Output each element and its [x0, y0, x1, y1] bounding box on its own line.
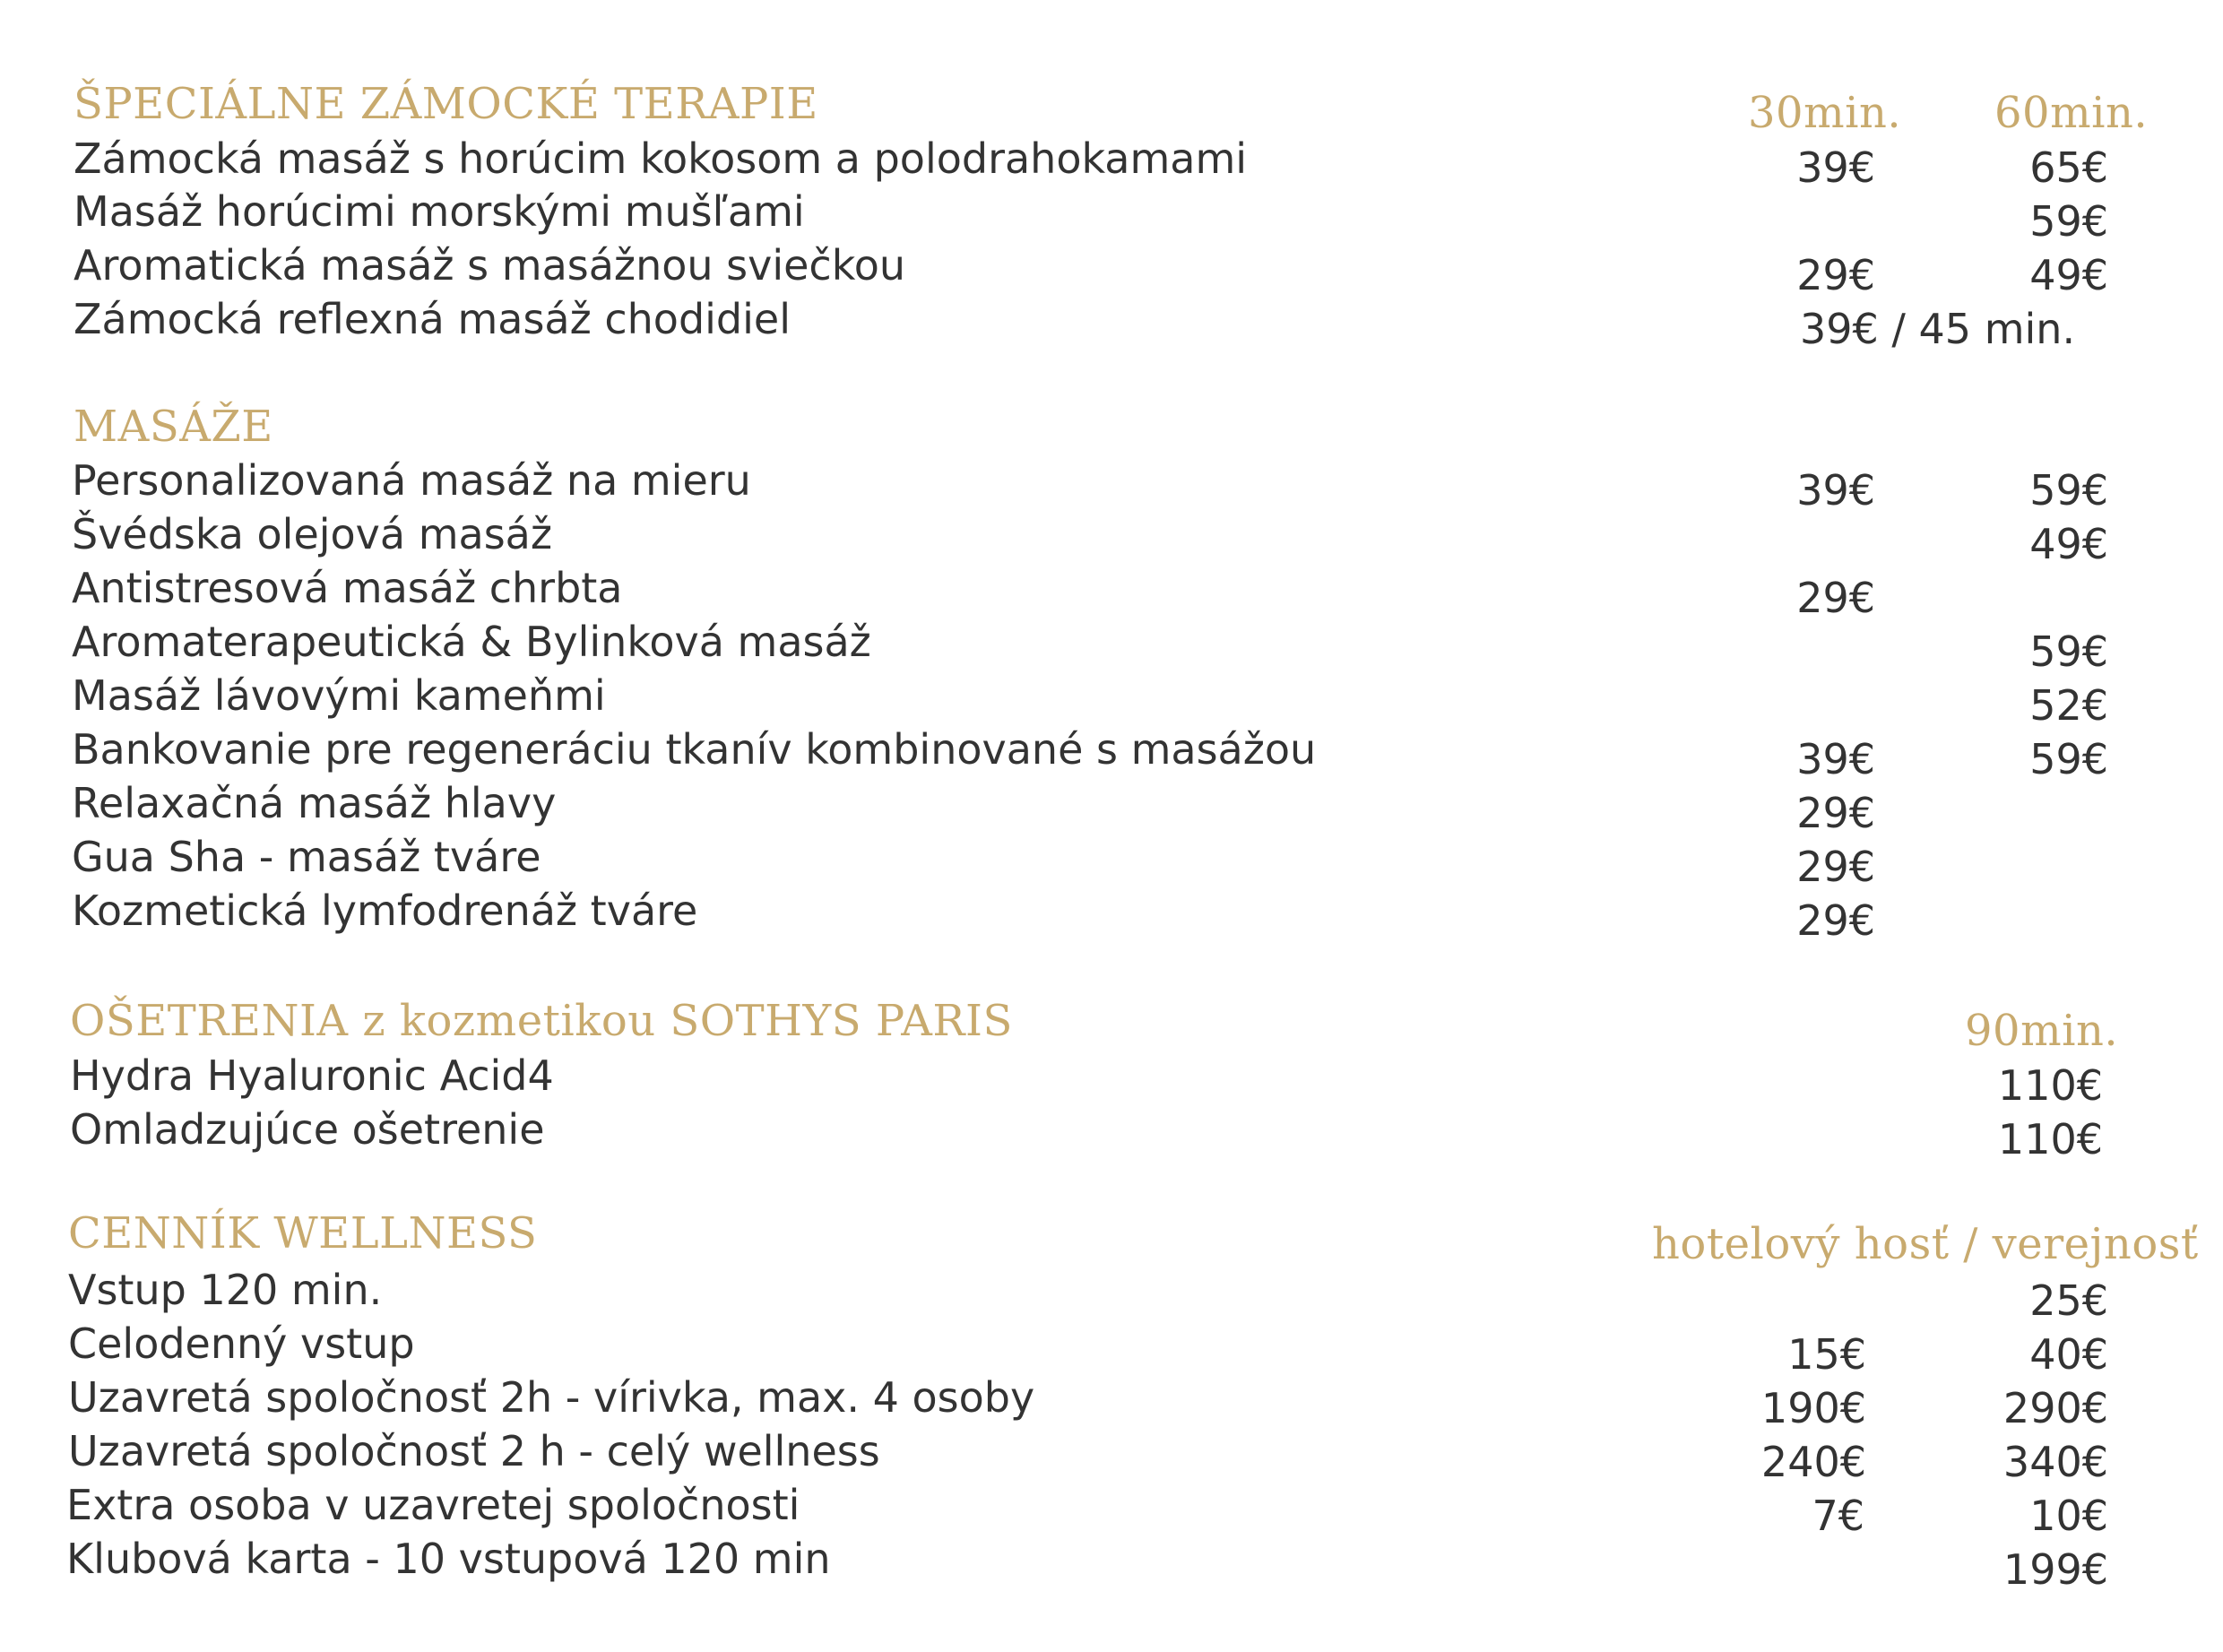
price-public: 290€: [2002, 1384, 2108, 1432]
price-60: 65€: [2029, 143, 2108, 192]
price-guest: 15€: [1787, 1330, 1866, 1379]
price-guest: 240€: [1760, 1438, 1866, 1486]
price-60: 49€: [2029, 251, 2108, 299]
list-item-name: Masáž horúcimi morskými mušľami: [74, 187, 805, 236]
price-public: 40€: [2029, 1330, 2108, 1379]
col-30min-header: 30min.: [1748, 88, 1902, 138]
list-item-name: Uzavretá spoločnosť 2h - vírivka, max. 4 osoby: [68, 1373, 1035, 1422]
col-guest-public-header: hotelový hosť / verejnosť: [1652, 1219, 2199, 1269]
list-item-name: Aromatická masáž s masážnou sviečkou: [74, 241, 905, 290]
price-30: 39€: [1796, 735, 1875, 783]
list-item-name: Bankovanie pre regeneráciu tkanív kombinované s masážou: [72, 725, 1317, 774]
price-30: 29€: [1796, 251, 1875, 299]
list-item-name: Zámocká masáž s horúcim kokosom a polodrahokamami: [74, 134, 1248, 183]
price-guest: 7€: [1812, 1492, 1864, 1540]
list-item-name: Uzavretá spoločnosť 2 h - celý wellness: [68, 1427, 880, 1475]
price-90: 110€: [1997, 1061, 2103, 1110]
col-60min-header: 60min.: [1994, 88, 2149, 138]
list-item-name: Masáž lávovými kameňmi: [72, 671, 606, 720]
list-item-name: Vstup 120 min.: [68, 1266, 383, 1314]
price-30: 39€: [1796, 466, 1875, 515]
price-60: 59€: [2029, 197, 2108, 246]
list-item-name: Omladzujúce ošetrenie: [70, 1105, 545, 1154]
list-item-name: Kozmetická lymfodrenáž tváre: [72, 887, 698, 935]
list-item-name: Celodenný vstup: [68, 1319, 415, 1368]
price-public: 199€: [2002, 1545, 2108, 1594]
list-item-name: Zámocká reflexná masáž chodidiel: [74, 295, 791, 343]
price-guest: 190€: [1760, 1384, 1866, 1432]
list-item-name: Relaxačná masáž hlavy: [72, 779, 557, 827]
section-heading-massages: MASÁŽE: [74, 402, 273, 452]
section-heading-special: ŠPECIÁLNE ZÁMOCKÉ TERAPIE: [74, 79, 818, 129]
list-item-name: Švédska olejová masáž: [72, 510, 553, 558]
price-30: 29€: [1796, 843, 1875, 891]
price-60: 52€: [2029, 681, 2108, 730]
list-item-name: Aromaterapeutická & Bylinková masáž: [72, 618, 871, 666]
section-heading-treatments: OŠETRENIA z kozmetikou SOTHYS PARIS: [70, 996, 1013, 1046]
price-60: 59€: [2029, 627, 2108, 676]
price-30: 29€: [1796, 574, 1875, 622]
list-item-name: Extra osoba v uzavretej spoločnosti: [66, 1481, 800, 1529]
price-30: 39€: [1796, 143, 1875, 192]
price-public: 25€: [2029, 1276, 2108, 1325]
list-item-name: Gua Sha - masáž tváre: [72, 833, 541, 881]
list-item-name: Personalizovaná masáž na mieru: [72, 456, 751, 505]
price-60: 59€: [2029, 735, 2108, 783]
price-30: 29€: [1796, 789, 1875, 837]
price-60: 49€: [2029, 520, 2108, 568]
price-60: 59€: [2029, 466, 2108, 515]
price-30: 29€: [1796, 896, 1875, 945]
col-90min-header: 90min.: [1965, 1006, 2119, 1056]
list-item-name: Hydra Hyaluronic Acid4: [70, 1051, 554, 1100]
list-item-name: Klubová karta - 10 vstupová 120 min: [66, 1535, 831, 1583]
price-public: 340€: [2002, 1438, 2108, 1486]
price-45min: 39€ / 45 min.: [1800, 305, 2076, 353]
price-90: 110€: [1997, 1115, 2103, 1163]
price-public: 10€: [2029, 1492, 2108, 1540]
list-item-name: Antistresová masáž chrbta: [72, 564, 623, 612]
section-heading-wellness: CENNÍK WELLNESS: [68, 1208, 538, 1258]
